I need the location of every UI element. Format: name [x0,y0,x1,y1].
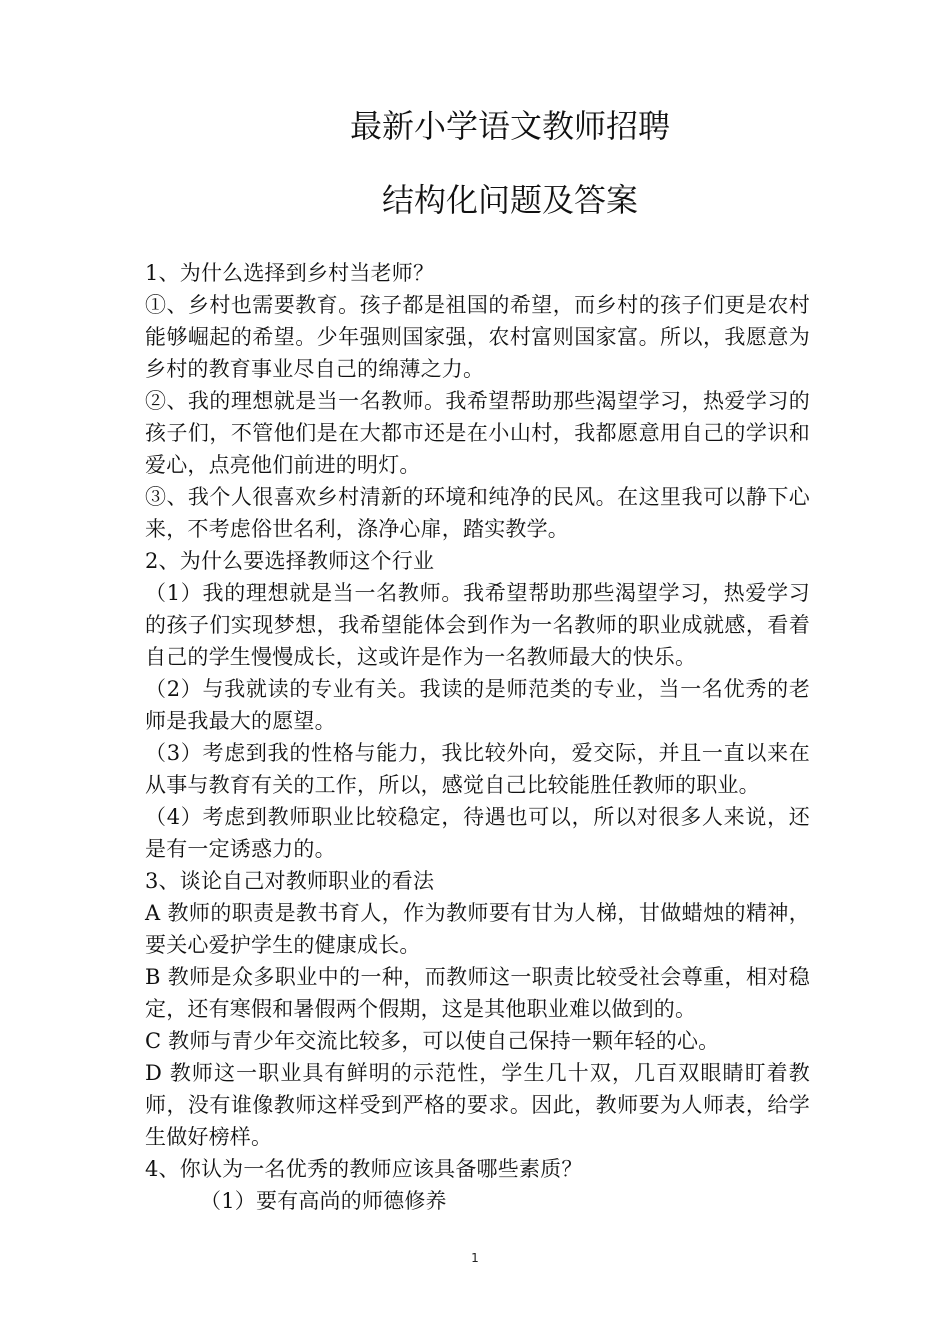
answer-3-point-c: C 教师与青少年交流比较多，可以使自己保持一颗年轻的心。 [145,1029,720,1053]
answer-4-point-1: （1）要有高尚的师德修养 [200,1189,447,1213]
question-4-heading: 4、你认为一名优秀的教师应该具备哪些素质？ [145,1157,583,1181]
answer-3-point-b: B 教师是众多职业中的一种，而教师这一职责比较受社会尊重，相对稳定，还有寒假和暑假两个假期，这是其他职业难以做到的。 [145,965,810,1021]
answer-1-point-1: ①、乡村也需要教育。孩子都是祖国的希望，而乡村的孩子们更是农村能够崛起的希望。少年强则国家强，农村富则国家富。所以，我愿意为乡村的教育事业尽自己的绵薄之力。 [145,293,810,381]
answer-3-point-d: D 教师这一职业具有鲜明的示范性，学生几十双，几百双眼睛盯着教师，没有谁像教师这样受到严格的要求。因此，教师要为人师表，给学生做好榜样。 [145,1061,810,1149]
question-2-heading: 2、为什么要选择教师这个行业 [145,549,435,573]
answer-2-point-4: （4）考虑到教师职业比较稳定，待遇也可以，所以对很多人来说，还是有一定诱惑力的。 [145,805,810,861]
question-1-heading: 1、为什么选择到乡村当老师？ [145,261,435,285]
document-subtitle: 结构化问题及答案 [381,181,638,219]
answer-1-point-2: ②、我的理想就是当一名教师。我希望帮助那些渴望学习，热爱学习的孩子们，不管他们是在大都市还是在小山村，我都愿意用自己的学识和爱心，点亮他们前进的明灯。 [145,389,810,477]
page-number: 1 [471,1251,479,1265]
answer-1-point-3: ③、我个人很喜欢乡村清新的环境和纯净的民风。在这里我可以静下心来，不考虑俗世名利，涤净心扉，踏实教学。 [145,485,810,541]
answer-2-point-1: （1）我的理想就是当一名教师。我希望帮助那些渴望学习，热爱学习的孩子们实现梦想，我希望能体会到作为一名教师的职业成就感，看着自己的学生慢慢成长，这或许是作为一名教师最大的快乐。 [145,581,810,669]
question-3-heading: 3、谈论自己对教师职业的看法 [145,869,435,893]
document-title: 最新小学语文教师招聘 [349,107,670,145]
answer-2-point-2: （2）与我就读的专业有关。我读的是师范类的专业，当一名优秀的老师是我最大的愿望。 [145,677,810,733]
document-body [145,257,810,1217]
answer-3-point-a: A 教师的职责是教书育人，作为教师要有甘为人梯，甘做蜡烛的精神，要关心爱护学生的健康成长。 [145,901,810,957]
answer-2-point-3: （3）考虑到我的性格与能力，我比较外向，爱交际，并且一直以来在从事与教育有关的工作，所以，感觉自己比较能胜任教师的职业。 [145,741,810,797]
